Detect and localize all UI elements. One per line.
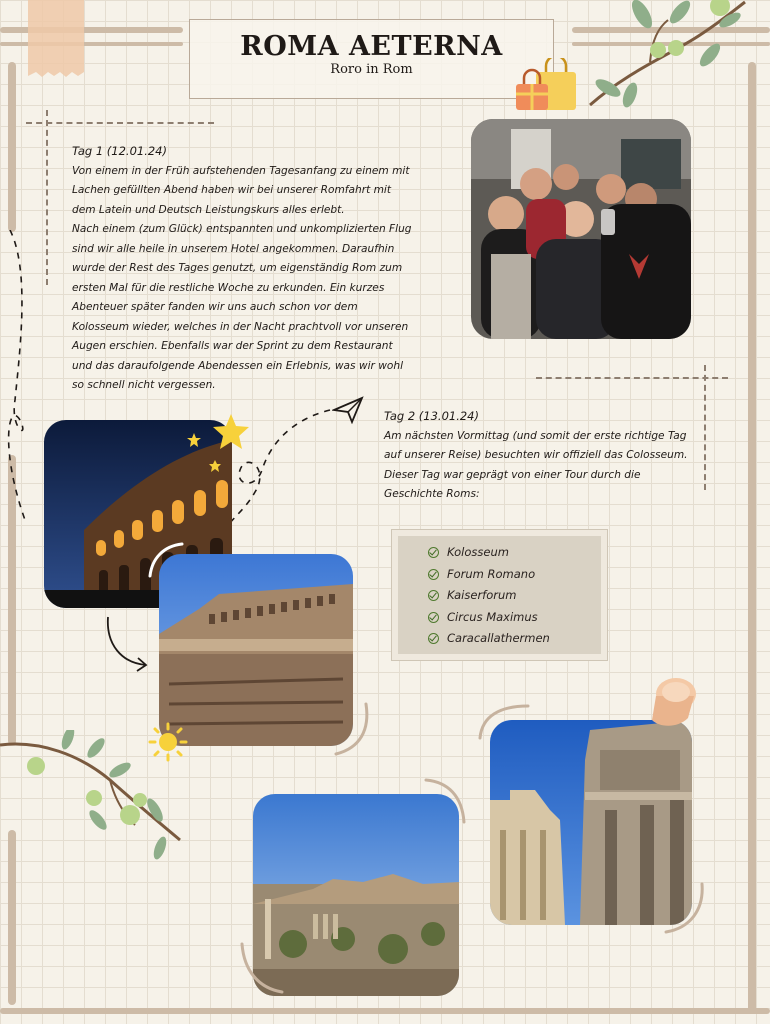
checklist-item: Circus Maximus	[428, 607, 601, 629]
frame-bar-left	[8, 62, 16, 232]
page-title: ROMA AETERNA	[240, 31, 503, 62]
title-box	[189, 19, 554, 99]
checklist-item: Kolosseum	[428, 542, 601, 564]
star-large-icon	[210, 412, 252, 452]
day1-paragraph-2: Nach einem (zum Glück) entspannten und unkomplizierten Flug sind wir alle heile in unserem Hotel angekommen. Daraufhin wurde der Rest des Tages genutzt, um eigenständig Rom zum ersten Mal für die restliche Woche zu erkunden. Ein kurzes Abenteuer später fanden wir uns auch schon vor dem Kolosseum wieder, welches in der Nacht prachtvoll vor unseren Augen erschien. Ebenfalls war der Sprint zu dem Restaurant und das daraufolgende Abendessen ein Erlebnis, was wir wohl so schnell nicht vergessen.	[72, 223, 412, 391]
shopping-bags-icon	[514, 58, 580, 112]
checklist-item: Forum Romano	[428, 564, 601, 586]
corner-bracket	[660, 880, 710, 940]
day2-heading: Tag 2 (13.01.24)	[384, 409, 479, 423]
day2-text	[384, 407, 688, 505]
corner-bracket	[330, 700, 380, 760]
tape-decoration	[28, 0, 84, 78]
dashed-divider-right-vertical	[704, 365, 706, 490]
day2-paragraph: Am nächsten Vormittag (und somit der erste richtige Tag auf unserer Reise) besuchten wir offiziell das Colosseum. Dieser Tag war geprägt von einer Tour durch die Geschichte Roms:	[384, 429, 688, 500]
check-icon	[428, 590, 439, 601]
page-subtitle: Roro in Rom	[330, 62, 413, 77]
check-icon	[428, 612, 439, 623]
sights-checklist	[392, 530, 607, 660]
corner-bracket	[236, 940, 286, 1000]
corner-bracket	[146, 540, 186, 580]
star-small-icon	[186, 432, 202, 448]
star-tiny-icon	[208, 458, 222, 472]
dashed-divider-right	[536, 377, 728, 379]
olive-branch-bottom-icon	[0, 730, 190, 860]
checklist-item: Caracallathermen	[428, 628, 601, 650]
check-icon	[428, 633, 439, 644]
checklist-item: Kaiserforum	[428, 585, 601, 607]
group-photo	[471, 119, 691, 339]
frame-bar-bottom	[0, 1008, 770, 1014]
frame-bar-right	[748, 62, 756, 1012]
olive-branch-top-icon	[580, 0, 750, 115]
corner-bracket	[420, 776, 470, 826]
curved-arrow-icon	[102, 615, 152, 675]
day1-heading: Tag 1 (12.01.24)	[72, 144, 167, 158]
dashed-divider-top	[26, 122, 214, 124]
day1-paragraph-1: Von einem in der Früh aufstehenden Tagesanfang zu einem mit Lachen gefüllten Abend haben wir bei unserer Romfahrt mit dem Latein und Deutsch Leistungskurs alles erlebt.	[72, 164, 410, 216]
check-icon	[428, 547, 439, 558]
colosseum-interior-photo	[159, 554, 353, 746]
cork-pin-icon	[646, 672, 702, 732]
check-icon	[428, 569, 439, 580]
corner-bracket	[476, 702, 532, 742]
